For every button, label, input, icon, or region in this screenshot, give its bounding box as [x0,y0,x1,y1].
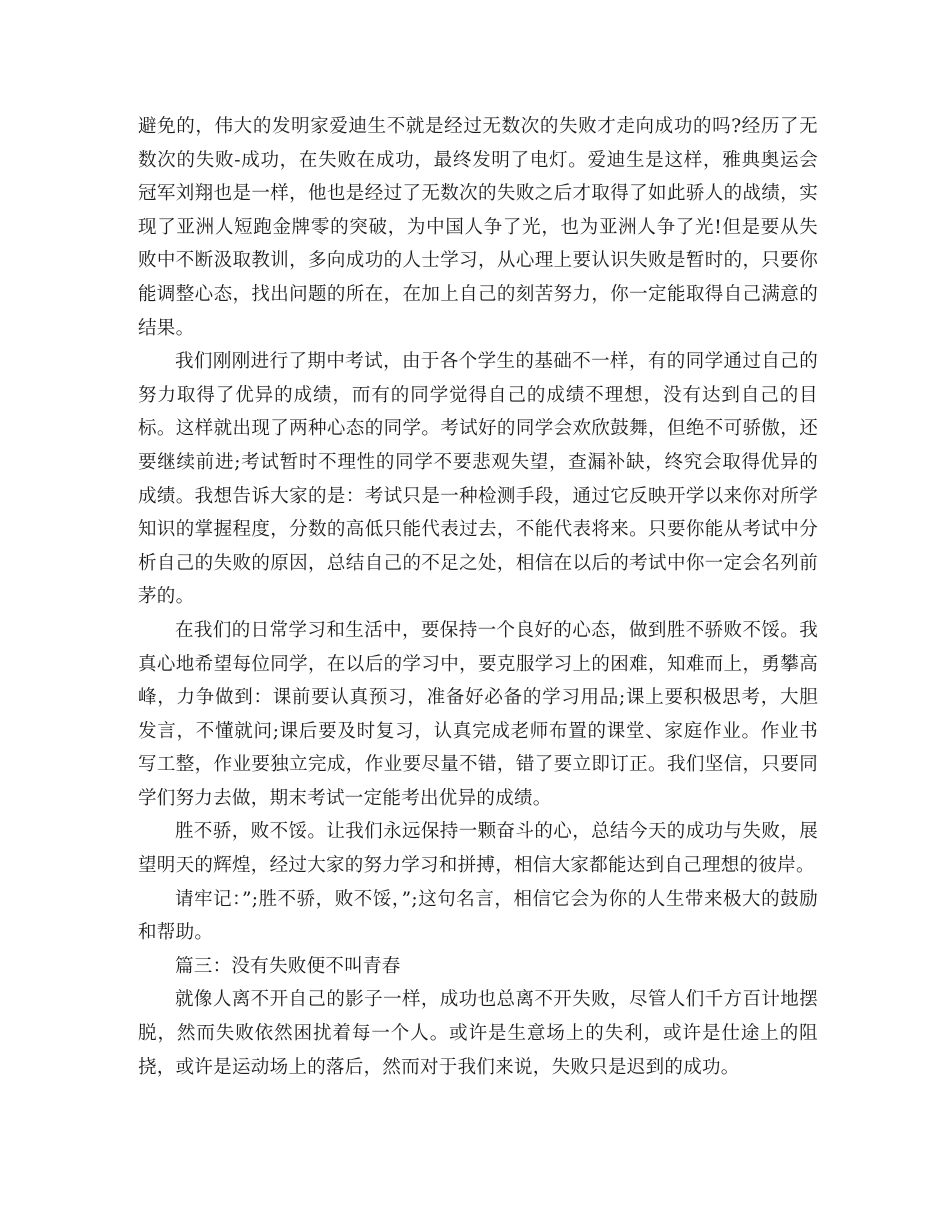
paragraph-6: 就像人离不开自己的影子一样，成功也总离不开失败，尽管人们千方百计地摆脱，然而失败依然困扰着每一个人。或许是生意场上的失利，或许是仕途上的阻挠，或许是运动场上的落后，然而对于我们来说，失败只是迟到的成功。 [138,989,818,1078]
document-body [138,110,818,1084]
paragraph-3: 在我们的日常学习和生活中，要保持一个良好的心态，做到胜不骄败不馁。我真心地希望每位同学，在以后的学习中，要克服学习上的困难，知难而上，勇攀高峰，力争做到：课前要认真预习，准备好必备的学习用品;课上要积极思考，大胆发言，不懂就问;课后要及时复习，认真完成老师布置的课堂、家庭作业。作业书写工整，作业要独立完成，作业要尽量不错，错了要立即订正。我们坚信，只要同学们努力去做，期末考试一定能考出优异的成绩。 [138,619,818,809]
paragraph-4: 胜不骄，败不馁。让我们永远保持一颗奋斗的心，总结今天的成功与失败，展望明天的辉煌，经过大家的努力学习和拼搏，相信大家都能达到自己理想的彼岸。 [138,821,818,877]
paragraph-2: 我们刚刚进行了期中考试，由于各个学生的基础不一样，有的同学通过自己的努力取得了优异的成绩，而有的同学觉得自己的成绩不理想，没有达到自己的目标。这样就出现了两种心态的同学。考试好的同学会欢欣鼓舞，但绝不可骄傲，还要继续前进;考试暂时不理性的同学不要悲观失望，查漏补缺，终究会取得优异的成绩。我想告诉大家的是：考试只是一种检测手段，通过它反映开学以来你对所学知识的掌握程度，分数的高低只能代表过去，不能代表将来。只要你能从考试中分析自己的失败的原因，总结自己的不足之处，相信在以后的考试中你一定会名列前茅的。 [138,351,818,608]
paragraph-5: 请牢记：”;胜不骄，败不馁，”;这句名言，相信它会为你的人生带来极大的鼓励和帮助。 [138,888,818,944]
paragraph-1: 避免的，伟大的发明家爱迪生不就是经过无数次的失败才走向成功的吗?经历了无数次的失败-成功，在失败在成功，最终发明了电灯。爱迪生是这样，雅典奥运会冠军刘翔也是一样，他也是经过了无数次的失败之后才取得了如此骄人的战绩，实现了亚洲人短跑金牌零的突破，为中国人争了光，也为亚洲人争了光!但是要从失败中不断汲取教训，多向成功的人士学习，从心理上要认识失败是暂时的，只要你能调整心态，找出问题的所在，在加上自己的刻苦努力，你一定能取得自己满意的结果。 [138,116,818,339]
section-heading: 篇三：没有失败便不叫青春 [175,955,401,977]
